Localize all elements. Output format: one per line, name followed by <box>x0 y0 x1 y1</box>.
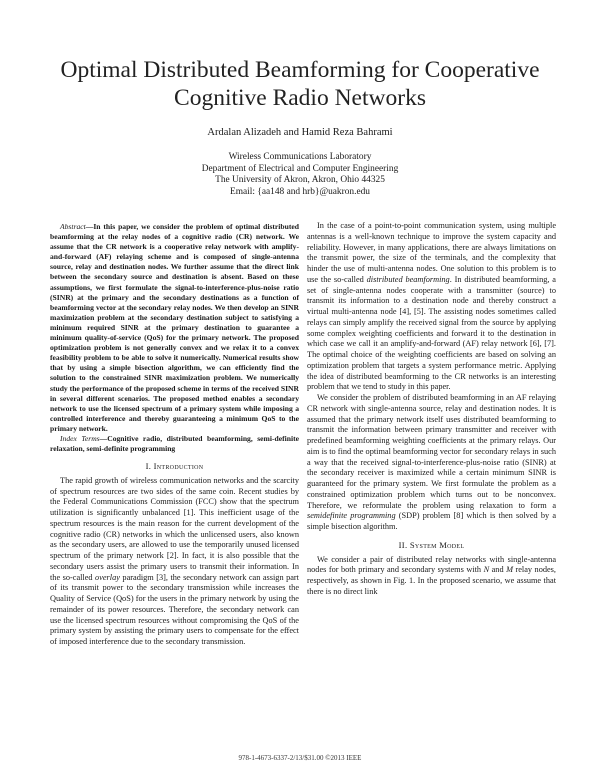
abstract-label: Abstract <box>60 222 86 231</box>
intro-p2-text-b: . In distributed beamforming, a set of single-antenna nodes cooperate with a transmitter (source) to transmit its information to a destination node and thereby construct a virtual multi-antenna node [4], [5]. The assisting nodes sometimes called relays can simply amplify the received signal from the source by applying some complex weighting coefficients and forward it to the destination in which case we call it an amplify-and-forward (AF) relay network [6], [7]. The optimal choice of the weighting coefficients are based on solving an optimization problem that targets a system performance metric. Applying the idea of distributed beamforming to the CR networks is an interesting problem that we tend to study in this paper. <box>307 274 556 392</box>
author-list: Ardalan Alizadeh and Hamid Reza Bahrami <box>207 127 393 138</box>
index-terms <box>50 434 299 454</box>
sysmodel-p1-text-b: relay nodes, respectively, as shown in Fig. 1. In the proposed scenario, we assume that there is no direct link <box>307 565 556 596</box>
intro-p3-text-a: We consider the problem of distributed beamforming in an AF relaying CR network with single-antenna source, relay and destination nodes. It is assumed that the primary network itself uses distributed beamforming to transmit the information between primary transmitter and receiver with predefined beamforming weighting coefficients at the primary relays. Our aim is to find the optimal beamforming vector for secondary relays in such a way that the received signal-to-interference-plus-noise ratio (SINR) at the secondary receiver is maximized while a certain minimum SINR is guaranteed for the primary system. We first formulate the problem as a constrained optimization problem which turns out to be nonconvex. Therefore, we reformulate the problem using relaxation to form a <box>307 393 556 510</box>
abstract <box>50 222 299 434</box>
intro-paragraph-2 <box>307 221 556 393</box>
sysmodel-p1-text-mid: and <box>489 565 507 575</box>
intro-p3-text-b: (SDP) problem [8] which is then solved by a simple bisection algorithm. <box>307 511 556 531</box>
index-terms-label: Index Terms <box>60 433 100 443</box>
title-line-2: Cognitive Radio Networks <box>174 85 426 111</box>
sysmodel-p1-text-a: We consider a pair of distributed relay networks with single-antenna nodes for both primary and secondary systems with <box>307 554 556 575</box>
intro-p1-text-b: paradigm [3], the secondary network can assign part of its transmit power to the secondary transmission while increases the Quality of Service (QoS) for the users in the primary network by using the remainder of its power resources. Therefore, the secondary network can use the licensed spectrum resources without compromising the QoS of the primary system by assisting the primary users to compensate for the effect of imposed interference due to the secondary transmission. <box>50 572 299 647</box>
intro-p2-text-a: In the case of a point-to-point communication system, using multiple antennas is a well-known technique to improve the system capacity and reliability. However, in many applications, there are always limitations on the transmit power, the size of the terminals, and the complexity that hinder the use of multi-antenna nodes. One solution to this problem is to use the so-called <box>307 221 556 284</box>
section-heading-introduction: I. Introduction <box>145 461 204 472</box>
affiliation-department: Department of Electrical and Computer Engineering <box>201 163 399 174</box>
intro-paragraph-3 <box>307 393 556 533</box>
intro-p1-text-a: The rapid growth of wireless communication networks and the scarcity of spectrum resources are two sides of the same coin. Recent studies by the Federal Communications Commission (FCC) show that the spectrum utilization is significantly unbalanced [1]. This inefficient usage of the spectrum resources is the main reason for the current development of the cognitive radio (CR) networks in which the unlicensed users, also known as the secondary users, are allowed to use the temporarily unused licensed spectrum of the primary network [2]. In fact, it is also possible that the secondary users assist the primary users to transmit their information. In the so-called <box>50 475 299 582</box>
intro-paragraph-1 <box>50 476 299 648</box>
sysmodel-symbol-n: N <box>483 565 490 575</box>
paper-title <box>40 56 560 112</box>
intro-p1-emphasis: overlay <box>95 572 120 582</box>
sysmodel-symbol-m: M <box>506 565 513 575</box>
abstract-dash: — <box>85 222 94 231</box>
system-model-paragraph-1 <box>307 555 556 598</box>
affiliation-email: Email: {aa148 and hrb}@uakron.edu <box>230 186 370 197</box>
affiliation-block <box>40 152 560 198</box>
left-column <box>50 222 299 648</box>
affiliation-lab: Wireless Communications Laboratory <box>228 152 372 162</box>
section-heading-system-model: II. System Model <box>398 539 465 550</box>
affiliation-university: The University of Akron, Akron, Ohio 44325 <box>215 175 385 186</box>
abstract-text: In this paper, we consider the problem of optimal distributed beamforming at the relay nodes of a cognitive radio (CR) network. We assume that the CR network is a cooperative relay network with amplify-and-forward (AF) relaying scheme and is composed of single-antenna source, relay and destination nodes. We further assume that the direct link between the secondary source and destination is absent. Based on these assumptions, we first formulate the signal-to-interference-plus-noise ratio (SINR) at the primary and the secondary destinations as a function of beamforming vector at the secondary relay nodes. We then develop an SINR maximization problem at the secondary destination subject to satisfying a minimum required SINR at the primary destination to guarantee a minimum quality-of-service (QoS) for the primary network. The proposed optimization problem is not generally convex and we relax it to a convex feasibility problem to be able to solve it numerically. Numerical results show that by using a simple bisection algorithm, we can efficiently find the solution to the constrained SINR maximization problem. We numerically study the performance of the proposed scheme in terms of the received SINR in several different scenarios. The proposed method enables a secondary network to use the licensed spectrum of a primary system while imposing a controlled interference and thereby guaranteeing a minimum QoS to the primary network. <box>50 222 299 433</box>
index-terms-dash: — <box>99 433 108 443</box>
right-column <box>307 221 556 598</box>
copyright-footer: 978-1-4673-6337-2/13/$31.00 ©2013 IEEE <box>238 754 362 762</box>
intro-p2-emphasis: distributed beamforming <box>366 274 450 284</box>
index-terms-text: Cognitive radio, distributed beamforming, semi-definite relaxation, semi-definite programming <box>50 433 299 454</box>
intro-p3-emphasis: semidefinite programming <box>307 511 396 521</box>
title-line-1: Optimal Distributed Beamforming for Cooperative <box>60 57 540 83</box>
